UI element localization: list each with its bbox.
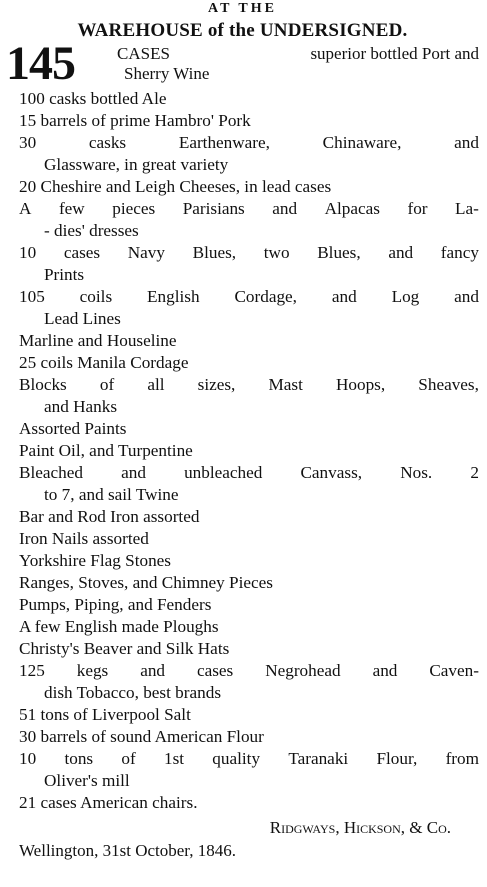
item-continuation-line: to 7, and sail Twine (44, 485, 179, 504)
list-item (19, 110, 479, 132)
list-item (19, 418, 479, 440)
list-item (19, 528, 479, 550)
list-item (19, 660, 479, 704)
list-item (19, 352, 479, 374)
list-item (19, 572, 479, 594)
item-line: 25 coils Manila Cordage (19, 353, 189, 372)
item-line: 21 cases American chairs. (19, 793, 198, 812)
item-line: 51 tons of Liverpool Salt (19, 705, 191, 724)
item-line: 10 cases Navy Blues, two Blues, and fancy (19, 243, 479, 262)
list-item (19, 440, 479, 462)
list-item (19, 176, 479, 198)
item-line: 30 casks Earthenware, Chinaware, and (19, 133, 479, 152)
item-line: A few pieces Parisians and Alpacas for La- (19, 199, 479, 218)
list-item (19, 792, 479, 814)
item-line: 30 barrels of sound American Flour (19, 727, 264, 746)
item-continuation-line: Lead Lines (44, 309, 121, 328)
item-line: Blocks of all sizes, Mast Hoops, Sheaves, (19, 375, 479, 394)
list-item (19, 286, 479, 330)
item-line: Marline and Houseline (19, 331, 177, 350)
item-line: Ranges, Stoves, and Chimney Pieces (19, 573, 273, 592)
item-continuation-line: - dies' dresses (44, 221, 139, 240)
item-line: Assorted Paints (19, 419, 127, 438)
item-line: 20 Cheshire and Leigh Cheeses, in lead cases (19, 177, 332, 196)
list-item (19, 726, 479, 748)
item-line: Pumps, Piping, and Fenders (19, 595, 212, 614)
list-item (19, 374, 479, 418)
item-continuation-line: Prints (44, 265, 85, 284)
list-item (19, 748, 479, 792)
list-item (19, 594, 479, 616)
item-continuation-line: Oliver's mill (44, 771, 130, 790)
item-line: Bleached and unbleached Canvass, Nos. 2 (19, 463, 479, 482)
item-line: Iron Nails assorted (19, 529, 149, 548)
dateline: Wellington, 31st October, 1846. (19, 841, 237, 860)
at-the-heading: AT THE (208, 1, 277, 16)
item-line: 100 casks bottled Ale (19, 89, 167, 108)
item-continuation-line: Glassware, in great variety (44, 155, 229, 174)
list-item (19, 88, 479, 110)
item-line: A few English made Ploughs (19, 617, 219, 636)
item-list (6, 88, 479, 814)
list-item (19, 132, 479, 176)
list-item (19, 462, 479, 506)
item-line: Yorkshire Flag Stones (19, 551, 172, 570)
list-item (19, 616, 479, 638)
list-item (19, 704, 479, 726)
item-continuation-line: and Hanks (44, 397, 118, 416)
lead-text (117, 44, 479, 84)
item-line: Christy's Beaver and Silk Hats (19, 639, 230, 658)
item-continuation-line: dish Tobacco, best brands (44, 683, 222, 702)
list-item (19, 506, 479, 528)
lead-line-1-word: CASES (117, 44, 170, 63)
signature: Ridgways, Hickson, & Co. (269, 818, 451, 837)
list-item (19, 198, 479, 242)
list-item (19, 330, 479, 352)
item-line: Bar and Rod Iron assorted (19, 507, 200, 526)
item-line: Paint Oil, and Turpentine (19, 441, 193, 460)
item-line: 15 barrels of prime Hambro' Pork (19, 111, 251, 130)
item-line: 105 coils English Cordage, and Log and (19, 287, 479, 306)
lead-line-1-rest: superior bottled Port and (310, 44, 479, 63)
lead-line-2: Sherry Wine (124, 64, 210, 83)
warehouse-headline: WAREHOUSE of the UNDERSIGNED. (77, 20, 408, 41)
item-line: 10 tons of 1st quality Taranaki Flour, from (19, 749, 479, 768)
list-item (19, 638, 479, 660)
lead-line-1 (117, 44, 479, 64)
list-item (19, 550, 479, 572)
lead-entry (6, 37, 479, 90)
lead-number: 145 (6, 37, 75, 90)
item-line: 125 kegs and cases Negrohead and Caven- (19, 661, 479, 680)
list-item (19, 242, 479, 286)
